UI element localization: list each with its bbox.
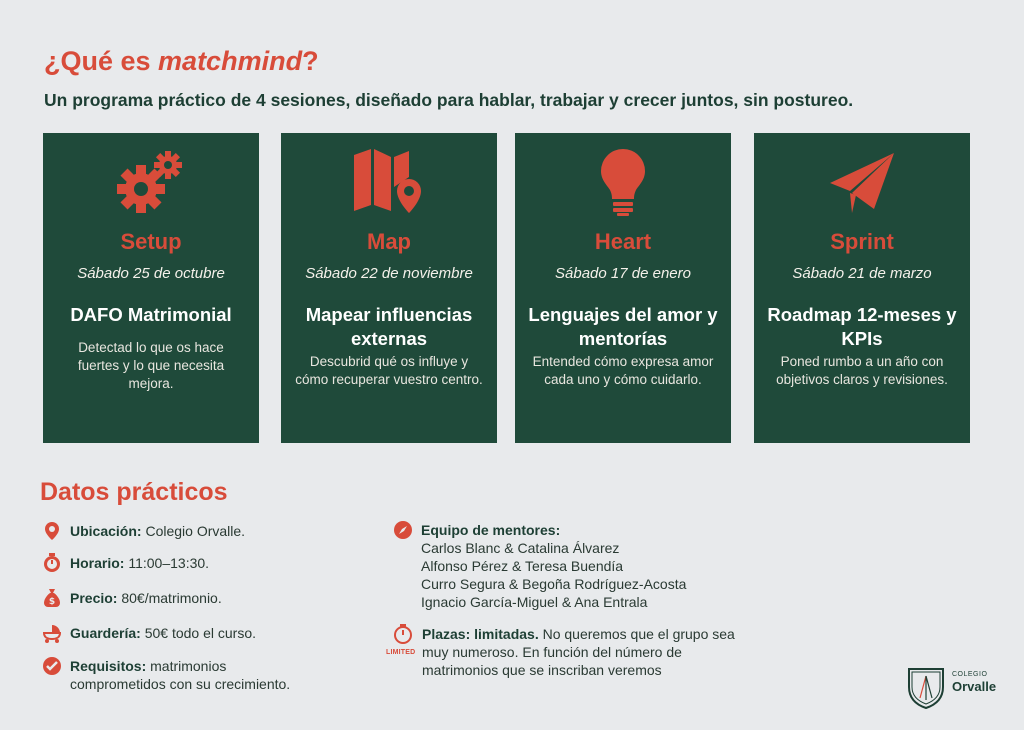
session-date: Sábado 21 de marzo [792,265,932,282]
session-name: Setup [120,229,182,254]
lightbulb-icon [515,147,731,217]
session-date: Sábado 17 de enero [555,265,691,282]
mentor-pair: Curro Segura & Begoña Rodríguez-Acosta [421,576,687,592]
shield-crest-icon [906,666,946,710]
check-circle-icon [42,656,62,676]
limited-timer-icon [386,624,420,654]
session-topic: Roadmap 12-meses y KPIs [767,304,957,349]
mentor-pair: Carlos Blanc & Catalina Álvarez [421,540,620,556]
session-name: Map [367,229,411,254]
session-card-sprint [754,133,970,443]
session-name: Sprint [830,229,894,254]
page-title: ¿Qué es matchmind? [44,46,319,76]
gears-icon [43,147,259,217]
mentor-pair: Ignacio García-Miguel & Ana Entrala [421,594,648,610]
paper-plane-icon [754,147,970,217]
session-description: Poned rumbo a un año con objetivos claros y revisiones. [776,354,948,387]
compass-icon [393,520,413,540]
page-subtitle: Un programa práctico de 4 sesiones, diseñado para hablar, trabajar y crecer juntos, sin postureo. [44,90,854,110]
session-date: Sábado 25 de octubre [77,265,225,282]
session-card-map [281,133,497,443]
session-card-heart [515,133,731,443]
practical-title: Datos prácticos [40,478,228,506]
colegio-orvalle-logo: COLEGIO Orvalle [906,666,1006,712]
baby-stroller-icon [42,623,62,643]
session-card-setup [43,133,259,443]
limited-badge: LIMITED [386,649,416,656]
session-topic: Mapear influencias externas [305,304,473,349]
stopwatch-icon [42,553,62,573]
location-pin-icon [42,521,62,541]
session-topic: Lenguajes del amor y mentorías [528,304,718,349]
session-name: Heart [594,229,652,254]
svg-text:$: $ [48,597,56,607]
session-description: Detectad lo que os hace fuertes y lo que necesita mejora. [77,340,225,391]
session-description: Descubrid qué os influye y cómo recuperar vuestro centro. [295,354,483,387]
mentor-pair: Alfonso Pérez & Teresa Buendía [421,558,624,574]
session-date: Sábado 22 de noviembre [305,265,473,282]
map-pin-icon [281,147,497,217]
session-topic: DAFO Matrimonial [70,304,232,325]
session-description: Entended cómo expresa amor cada uno y cómo cuidarlo. [532,354,714,387]
money-bag-icon [42,588,62,608]
